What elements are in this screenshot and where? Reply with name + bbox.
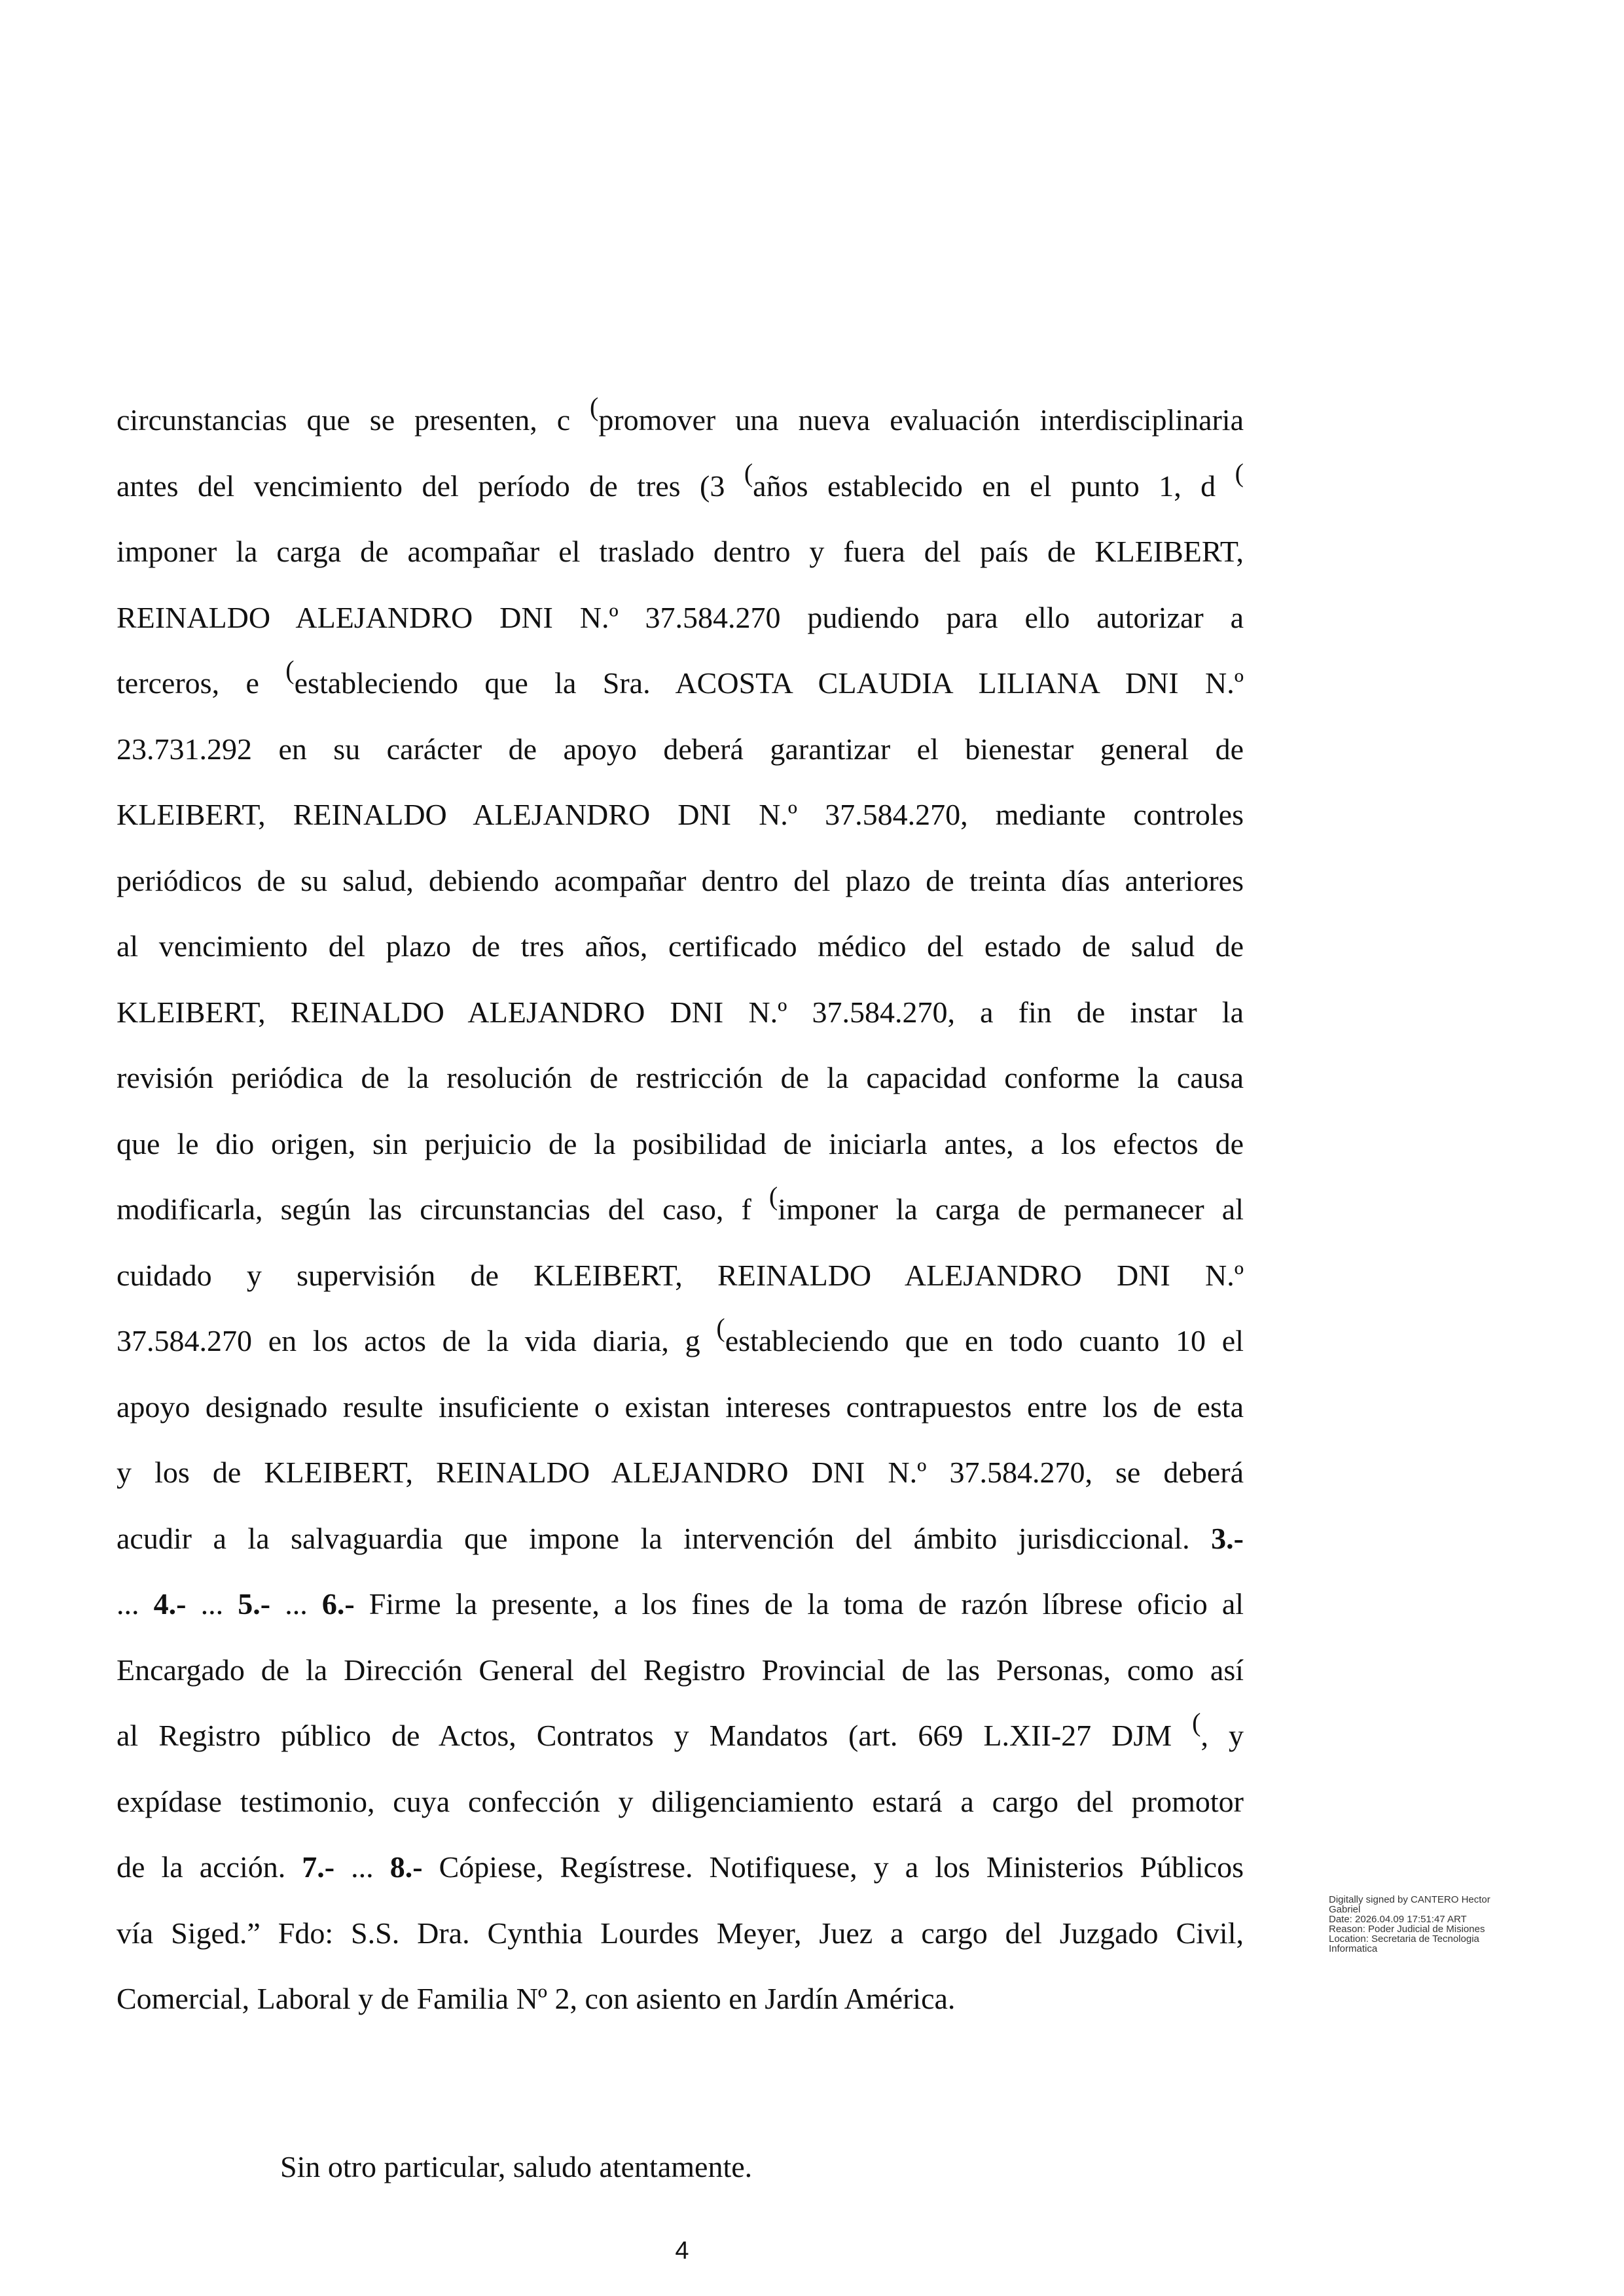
signature-line-5: Location: Secretaria de Tecnologia xyxy=(1329,1933,1479,1945)
body-line-19: ... 4.- ... 5.- ... 6.- Firme la presente, a los fines de la toma de razón líbrese oficio al xyxy=(117,1587,1244,1621)
body-line-6: 23.731.292 en su carácter de apoyo deberá garantizar el bienestar general de xyxy=(117,732,1244,766)
body-line-13: modificarla, según las circunstancias del caso, f (imponer la carga de permanecer al xyxy=(117,1181,1244,1226)
body-line-15: 37.584.270 en los actos de la vida diaria, g (estableciendo que en todo cuanto 10 el xyxy=(117,1313,1244,1357)
body-line-8: periódicos de su salud, debiendo acompañar dentro del plazo de treinta días anteriores xyxy=(117,863,1244,897)
body-line-21: al Registro público de Actos, Contratos y Mandatos (art. 669 L.XII-27 DJM (, y xyxy=(117,1708,1244,1752)
body-line-11: revisión periódica de la resolución de restricción de la capacidad conforme la causa xyxy=(117,1061,1244,1094)
body-line-1: circunstancias que se presenten, c (promover una nueva evaluación interdisciplinaria xyxy=(117,392,1244,437)
body-line-24: vía Siged.” Fdo: S.S. Dra. Cynthia Lourdes Meyer, Juez a cargo del Juzgado Civil, xyxy=(117,1916,1244,1950)
body-line-22: expídase testimonio, cuya confección y diligenciamiento estará a cargo del promotor xyxy=(117,1784,1244,1818)
body-line-23: de la acción. 7.- ... 8.- Cópiese, Regístrese. Notifiquese, y a los Ministerios Públicos xyxy=(117,1850,1244,1884)
body-line-25: Comercial, Laboral y de Familia Nº 2, con asiento en Jardín América. xyxy=(117,1982,956,2015)
digital-signature-stamp xyxy=(1329,1895,1525,1954)
body-line-12: que le dio origen, sin perjuicio de la posibilidad de iniciarla antes, a los efectos de xyxy=(117,1126,1244,1160)
page-number: 4 xyxy=(675,2237,689,2265)
closing-salutation: Sin otro particular, saludo atentamente. xyxy=(280,2150,753,2183)
body-line-2: antes del vencimiento del período de tres (3 (años establecido en el punto 1, d ( xyxy=(117,457,1244,503)
body-line-9: al vencimiento del plazo de tres años, certificado médico del estado de salud de xyxy=(117,929,1244,963)
signature-line-3: Date: 2026.04.09 17:51:47 ART xyxy=(1329,1914,1467,1925)
body-line-7: KLEIBERT, REINALDO ALEJANDRO DNI N.º 37.584.270, mediante controles xyxy=(117,798,1244,831)
signature-line-6: Informatica xyxy=(1329,1943,1378,1954)
body-line-10: KLEIBERT, REINALDO ALEJANDRO DNI N.º 37.584.270, a fin de instar la xyxy=(117,995,1244,1029)
body-line-3: imponer la carga de acompañar el traslado dentro y fuera del país de KLEIBERT, xyxy=(117,535,1244,568)
body-line-18: acudir a la salvaguardia que impone la intervención del ámbito jurisdiccional. 3.- xyxy=(117,1521,1244,1555)
body-line-14: cuidado y supervisión de KLEIBERT, REINALDO ALEJANDRO DNI N.º xyxy=(117,1258,1244,1292)
body-line-20: Encargado de la Dirección General del Registro Provincial de las Personas, como así xyxy=(117,1653,1244,1687)
body-line-16: apoyo designado resulte insuficiente o existan intereses contrapuestos entre los de esta xyxy=(117,1390,1244,1424)
body-line-17: y los de KLEIBERT, REINALDO ALEJANDRO DNI N.º 37.584.270, se deberá xyxy=(117,1456,1244,1489)
signature-line-1: Digitally signed by CANTERO Hector xyxy=(1329,1894,1490,1905)
body-line-4: REINALDO ALEJANDRO DNI N.º 37.584.270 pudiendo para ello autorizar a xyxy=(117,600,1244,634)
signature-line-2: Gabriel xyxy=(1329,1904,1361,1915)
body-line-5: terceros, e (estableciendo que la Sra. ACOSTA CLAUDIA LILIANA DNI N.º xyxy=(117,655,1244,700)
letter-body xyxy=(117,387,1244,2032)
signature-line-4: Reason: Poder Judicial de Misiones xyxy=(1329,1924,1485,1935)
